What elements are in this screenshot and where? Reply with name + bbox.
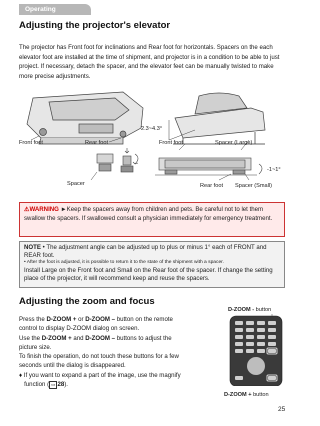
zoom-line-8: function ( ▭ 28). — [24, 381, 68, 389]
note-line-3: Install Large on the Front foot and Small on the Rear foot of the spacer. If change the setting place of the projector, it will recommend keep and reuse the spacers. — [24, 266, 273, 283]
warning-heading: WARNING — [29, 206, 59, 213]
remote-control-drawing — [226, 314, 286, 386]
spacer-detail-drawing — [155, 158, 262, 175]
label-spacer-large: Spacer (Large) — [215, 140, 253, 146]
zoom-instructions — [19, 315, 211, 389]
zoom-line-2: control to display D-ZOOM dialog on screen. — [19, 325, 140, 333]
note-box — [19, 241, 285, 288]
foot-closeup-drawing — [97, 148, 138, 172]
zoom-line-5: To finish the operation, do not touch these buttons for a few — [19, 353, 179, 361]
note-heading: NOTE — [24, 244, 41, 251]
zoom-line-4: picture size. — [19, 343, 52, 351]
label-rear-foot-right: Rear foot — [200, 183, 224, 189]
page-number: 25 — [278, 406, 286, 413]
label-dzoom-minus: D-ZOOM - button — [228, 307, 272, 313]
warning-icon: ⚠ — [24, 206, 30, 213]
page-ref-book-icon: ▭ — [51, 382, 56, 388]
projector-side-drawing — [173, 93, 265, 144]
note-line-2: • After the foot is adjusted, it is possible to return it to the state of the shipment with a spacer. — [24, 260, 224, 266]
zoom-line-6: seconds until the dialog is disappeared. — [19, 362, 126, 370]
warning-box — [19, 202, 285, 237]
label-dzoom-plus: D-ZOOM + button — [224, 392, 269, 398]
label-spacer: Spacer — [67, 181, 85, 187]
label-angle-range: 2.3~4.3° — [141, 126, 163, 132]
zoom-line-7: ♦ If you want to expand a part of the image, use the magnify — [19, 371, 181, 379]
section-tab: Operating — [19, 4, 91, 15]
label-front-foot-left: Front foot — [19, 140, 43, 146]
projector-underside-drawing — [27, 92, 143, 144]
label-front-foot-right: Front foot — [159, 140, 183, 146]
elevator-illustration — [19, 84, 289, 196]
heading-zoom: Adjusting the zoom and focus — [19, 296, 155, 307]
heading-elevator: Adjusting the projector's elevator — [19, 20, 171, 31]
label-tilt: -1~1° — [267, 167, 281, 173]
note-line-1: • The adjustment angle can be adjusted up to plus or minus 1° each of FRONT and REAR foot. — [24, 244, 267, 260]
zoom-line-3: Use the D-ZOOM + and D-ZOOM – buttons to adjust the — [19, 334, 172, 342]
label-spacer-small: Spacer (Small) — [235, 183, 272, 189]
elevator-intro: The projector has Front foot for inclinations and Rear foot for horizontals. Spacers on the each elevator foot are installed at the time of shipment, and projector is in a condition to be able to just project. If necessary, detach the spacer, and the elevator feet can be manually twisted to make more precise adjustments. — [19, 44, 280, 80]
label-rear-foot-left: Rear foot — [85, 140, 109, 146]
zoom-line-1: Press the D-ZOOM + or D-ZOOM – button on the remote — [19, 316, 173, 323]
warning-text: ►Keep the spacers away from children and pets. Be careful not to let them swallow the spacers. If swallowed consult a physician immediately for emergency treatment. — [24, 206, 273, 222]
